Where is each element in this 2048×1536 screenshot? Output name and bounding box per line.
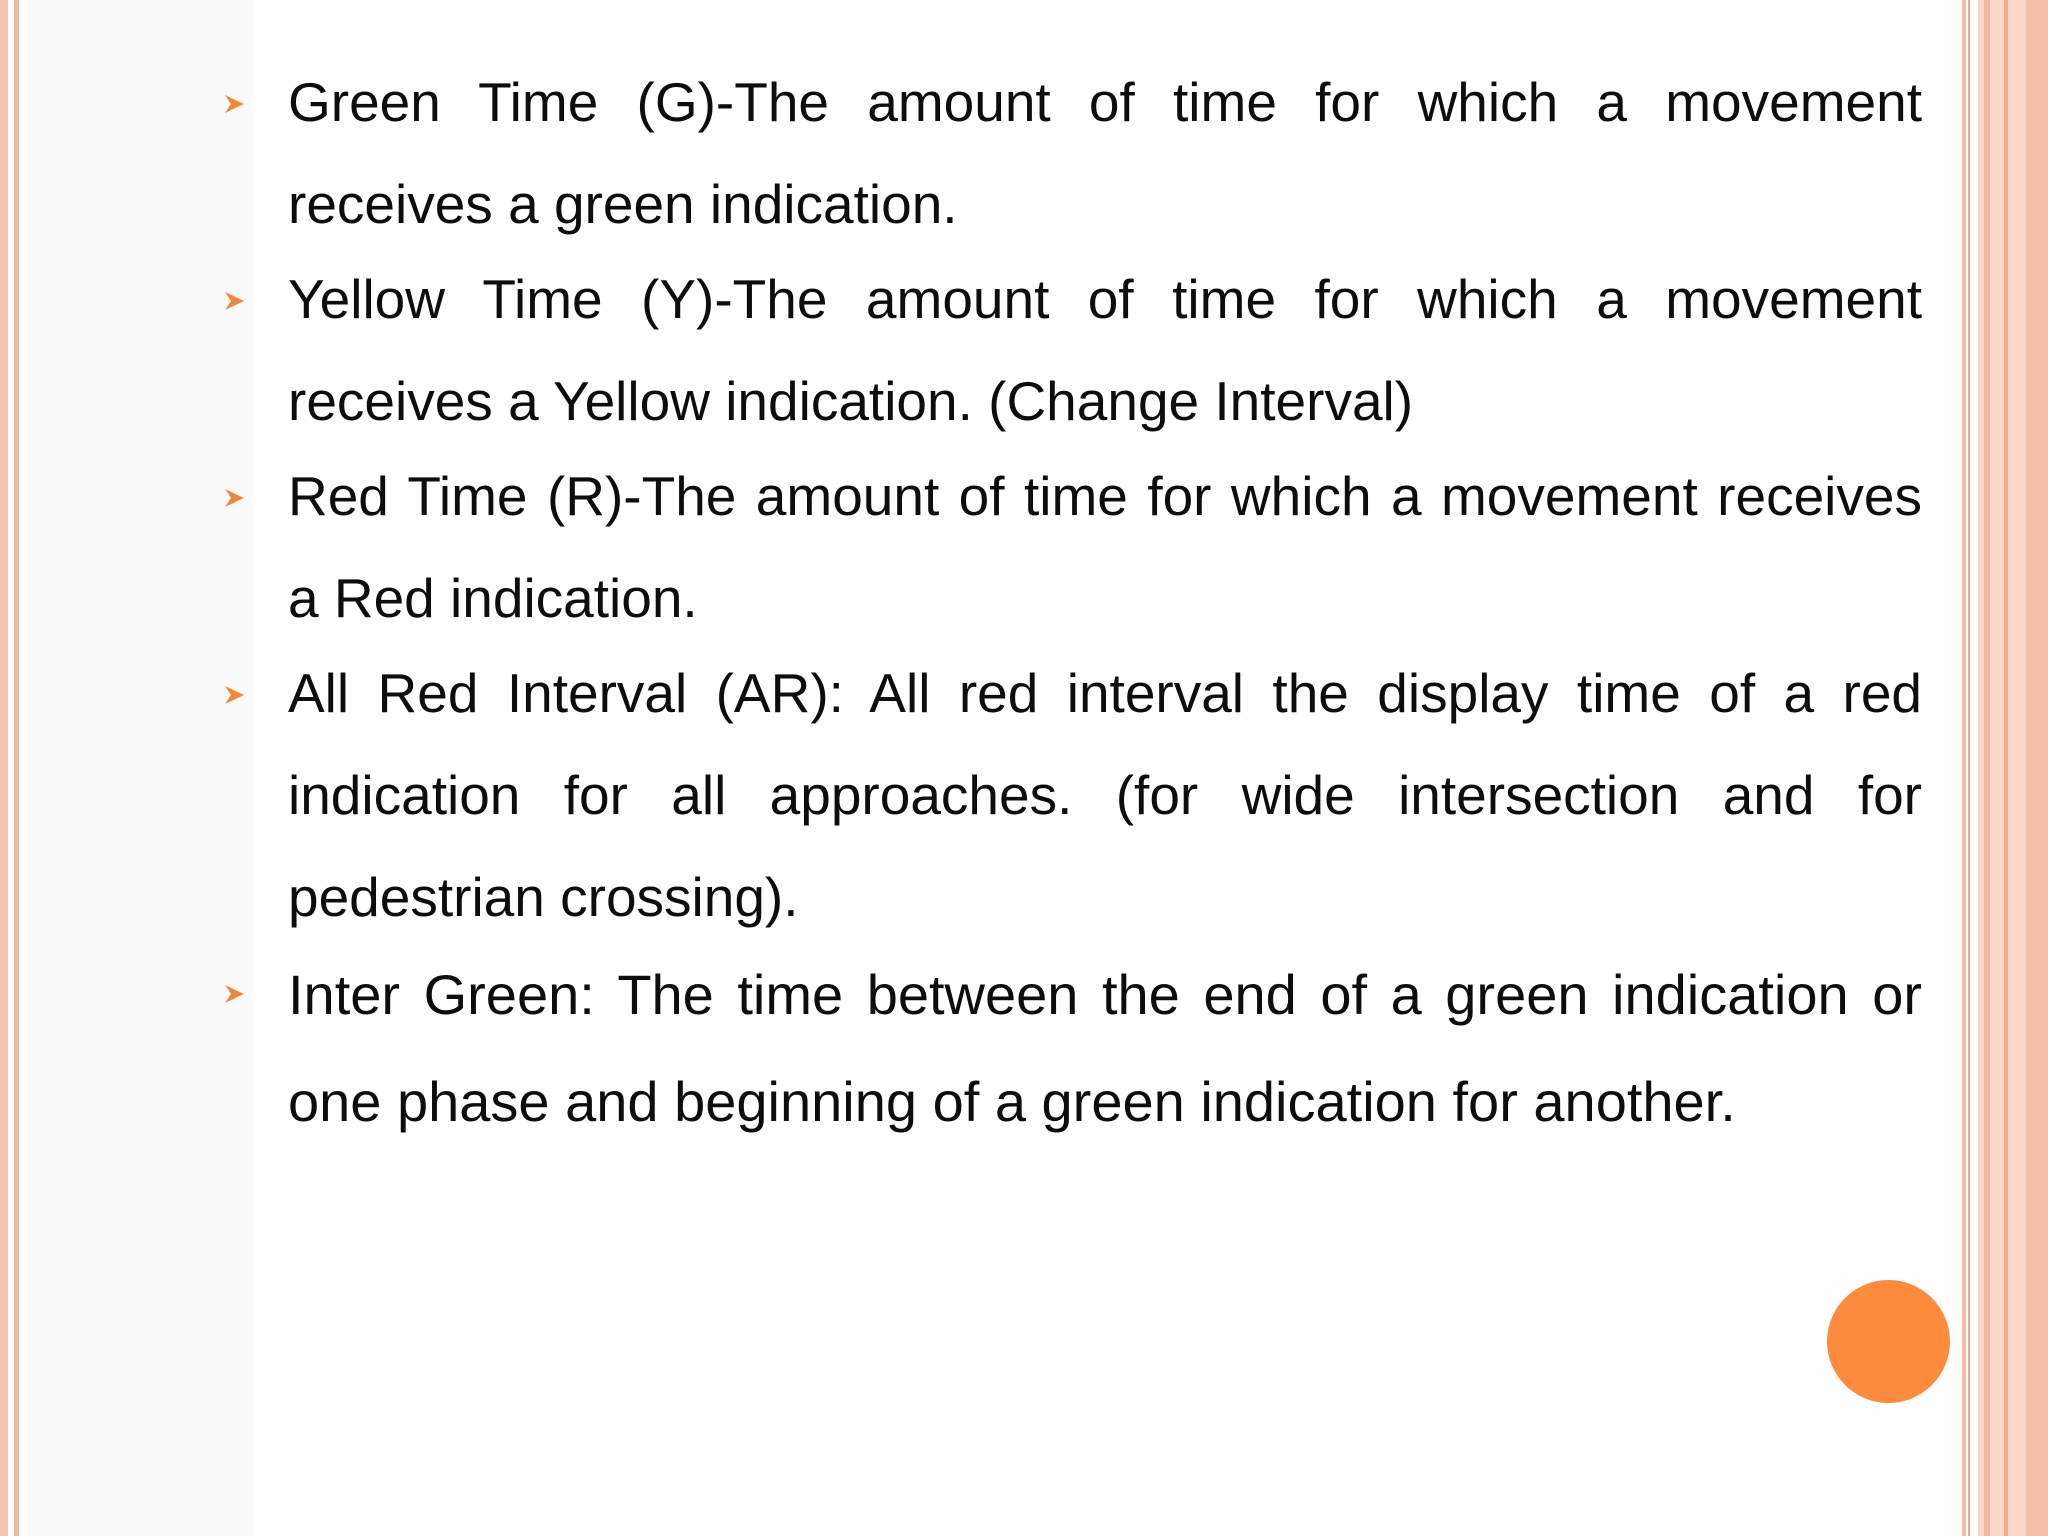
right-band-stripe (1984, 0, 1990, 1536)
arrow-bullet-icon (222, 981, 248, 1007)
left-border-stripe (0, 0, 8, 1536)
bullet-text: All Red Interval (AR): All red interval the display time of a red indication for all approaches. (for wide intersection and for pedestrian crossing). (288, 662, 1922, 928)
bullet-text: Yellow Time (Y)-The amount of time for which a movement receives a Yellow indication. (Change Interval) (288, 268, 1922, 432)
bullet-text: Green Time (G)-The amount of time for which a movement receives a green indication. (288, 71, 1922, 235)
right-border-line-thin (1968, 0, 1970, 1536)
bullet-text: Red Time (R)-The amount of time for which a movement receives a Red indication. (288, 465, 1922, 629)
bullet-list (222, 71, 1922, 1172)
arrow-bullet-icon (222, 91, 248, 117)
right-band-stripe (2026, 0, 2048, 1536)
bullet-item-red-time (222, 445, 1922, 649)
bullet-item-green-time (222, 51, 1922, 255)
left-border-stripe-inner (14, 0, 19, 1536)
arrow-bullet-icon (222, 682, 248, 708)
orange-circle-icon (1827, 1280, 1950, 1403)
bullet-item-inter-green (222, 941, 1922, 1155)
arrow-bullet-icon (222, 485, 248, 511)
right-border-line (1962, 0, 1966, 1536)
arrow-bullet-icon (222, 288, 248, 314)
bullet-item-yellow-time (222, 248, 1922, 452)
bullet-item-all-red-interval (222, 642, 1922, 948)
slide-panel-shade (28, 0, 253, 1536)
bullet-text: Inter Green: The time between the end of a green indication or one phase and beginning of a green indication for another. (288, 963, 1922, 1133)
right-band-stripe (2004, 0, 2008, 1536)
